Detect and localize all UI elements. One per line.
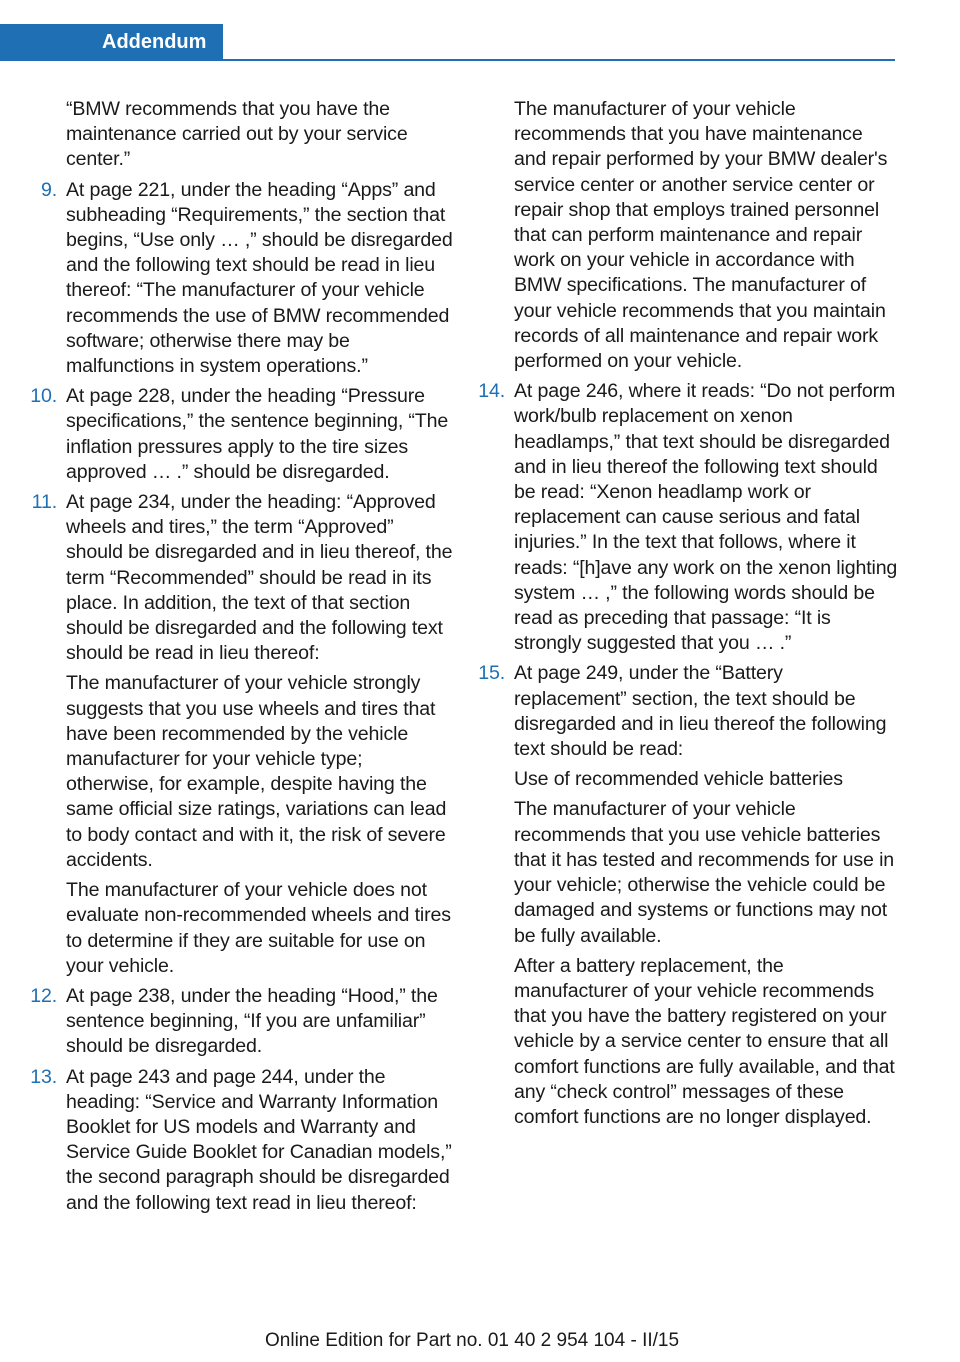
left-column xyxy=(0,97,455,1221)
item-number: 12. xyxy=(30,984,57,1007)
item-paragraph: After a battery replacement, the manufacturer of your vehicle recommends that you have the battery registered on your vehicle by a service center to ensure that all comfort functions are fully available, and that any “check control” messages of these comfort functions are no longer displayed. xyxy=(514,954,895,1128)
item-text: At page 243 and page 244, under the heading: “Service and Warranty Information Booklet for US models and Warranty and Service Guide Booklet for Canadian models,” the second paragraph should be disregarded and the following text read in lieu thereof: xyxy=(66,1065,452,1214)
item-text: At page 238, under the heading “Hood,” the sentence beginning, “If you are unfamiliar” should be disregarded. xyxy=(66,984,438,1058)
footer-edition: Online Edition for Part no. 01 40 2 954 104 - II/15 xyxy=(265,1330,680,1351)
item-text: At page 249, under the “Battery replacement” section, the text should be disregarded and in lieu thereof the following text should be read: xyxy=(514,662,887,761)
list-item-10 xyxy=(0,384,455,485)
list-item-12 xyxy=(0,984,455,1060)
item-number: 11. xyxy=(31,491,57,514)
list-item-11 xyxy=(0,490,455,979)
item-number: 10. xyxy=(30,385,57,408)
item-number: 13. xyxy=(30,1065,57,1088)
right-column xyxy=(448,97,900,1135)
section-title: Addendum xyxy=(0,24,223,61)
item-number: 9. xyxy=(40,178,57,201)
item-text: At page 228, under the heading “Pressure specifications,” the sentence beginning, “The inflation pressures apply to the tire sizes approved … .” should be disregarded. xyxy=(66,385,449,483)
list-item-9 xyxy=(0,178,455,380)
item-number: 15. xyxy=(478,662,505,685)
item-paragraph: The manufacturer of your vehicle recommends that you use vehicle batteries that it has tested and recommends for use in your vehicle; otherwise the vehicle could be damaged and systems or functions may not be fully available. xyxy=(514,798,895,947)
continuation-paragraph: The manufacturer of your vehicle recommends that you have maintenance and repair performed by your BMW dealer's service center or another service center or repair shop that employs trained personnel that can perform maintenance and repair work on your vehicle in accordance with BMW specifications. The manufacturer of your vehicle recommends that you maintain records of all maintenance and repair work performed on your vehicle. xyxy=(514,98,888,373)
intro-quote: “BMW recommends that you have the maintenance carried out by your service center.” xyxy=(66,98,408,171)
item-paragraph: The manufacturer of your vehicle strongly suggests that you use wheels and tires that have been recommended by the vehicle manufacturer for your vehicle type; otherwise, for example, despite having the same official size ratings, variations can lead to body contact and with it, the risk of severe accidents. xyxy=(66,672,447,871)
header-rule xyxy=(223,59,895,61)
item-text: At page 246, where it reads: “Do not perform work/bulb replacement on xenon headlamps,” that text should be disregarded and in lieu thereof the following text should be read: “Xenon headlamp work or replacement can cause serious and fatal injuries.” In the text that follows, where it reads: “[h]ave any work on the xenon lighting system … ,” the following words should be read as preceding that passage: “It is strongly suggested that you … .” xyxy=(514,380,898,655)
item-number: 14. xyxy=(478,380,505,403)
item-text: At page 221, under the heading “Apps” and subheading “Requirements,” the section that begins, “Use only … ,” should be disregarded and the following text should be read in lieu thereof: “The manufacturer of your vehicle recommends the use of BMW recommended software; otherwise there may be malfunctions in system operations.” xyxy=(66,178,453,378)
list-item-15 xyxy=(448,661,900,1130)
item-paragraph: Use of recommended vehicle batteries xyxy=(514,768,843,791)
list-item-13 xyxy=(0,1065,455,1216)
list-item-14 xyxy=(448,379,900,656)
item-paragraph: The manufacturer of your vehicle does not evaluate non-recommended wheels and tires to determine if they are suitable for use on your vehicle. xyxy=(66,879,451,977)
page-header xyxy=(0,0,960,62)
item-text: At page 234, under the heading: “Approved wheels and tires,” the term “Approved” should be disregarded and in lieu thereof, the term “Recommended” should be read in its place. In addition, the text of that section should be disregarded and the following text should be read in lieu thereof: xyxy=(66,491,453,665)
